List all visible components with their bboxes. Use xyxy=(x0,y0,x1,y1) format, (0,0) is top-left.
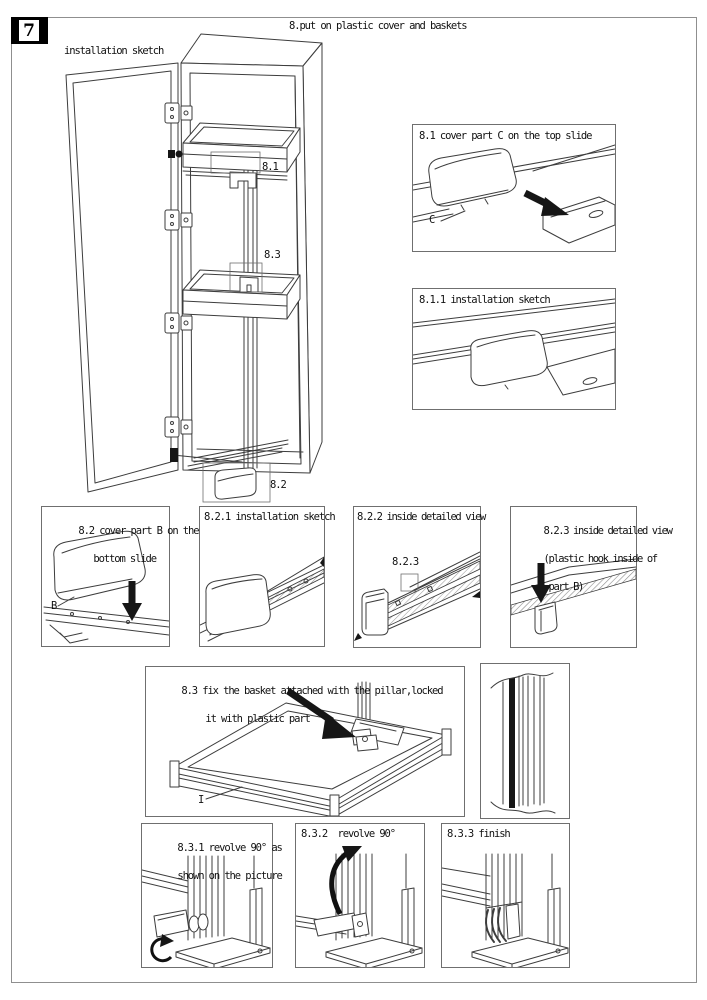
corner-post xyxy=(170,761,179,787)
cabinet-door xyxy=(66,63,178,492)
finish-drawing xyxy=(442,824,569,967)
revolve-step2-drawing xyxy=(296,824,424,967)
part-label-i: I xyxy=(198,794,204,806)
pillar-detail-drawing xyxy=(481,664,569,818)
hinge-cylinder xyxy=(189,914,208,932)
callout-label-8-2-3: 8.2.3 xyxy=(392,556,419,568)
arrow-down-right-icon xyxy=(525,193,569,216)
door-latch xyxy=(170,448,178,462)
cover-b-installed xyxy=(215,468,256,499)
door-knob xyxy=(168,150,175,158)
slide-plate xyxy=(547,349,615,395)
panel-title: 8.2.3 inside detailed view (plastic hook inside of part B) xyxy=(543,525,672,593)
panel-title: 8.3.2 revolve 90° xyxy=(301,828,395,840)
panel-title: 8.2.2 inside detailed view xyxy=(357,511,485,523)
callout-rect-8-2-3 xyxy=(401,574,418,591)
cabinet-top-face xyxy=(181,34,322,66)
cabinet-drawing xyxy=(40,28,390,510)
page-number: 7 xyxy=(19,20,39,41)
panel-8-3-1-revolve xyxy=(141,823,282,968)
panel-title: 8.1.1 installation sketch xyxy=(419,294,550,306)
cover-c-drawing xyxy=(413,125,615,251)
panel-title: 8.2.1 installation sketch xyxy=(204,511,335,523)
panel-8-3-fix-basket xyxy=(145,666,465,817)
panel-8-2-2-inside-view xyxy=(353,506,485,648)
part-label-c: C xyxy=(429,214,435,226)
panel-title: 8.3 fix the basket attached with the pillar,locked it with plastic part xyxy=(181,685,443,725)
part-label-b: B xyxy=(51,600,57,612)
panel-8-2-1-installation-sketch xyxy=(199,506,335,647)
callout-label-8-1: 8.1 xyxy=(262,161,278,173)
panel-pillar-detail xyxy=(480,663,570,819)
callout-label-8-3: 8.3 xyxy=(264,249,280,261)
panel-title: 8.1 cover part C on the top slide xyxy=(419,130,592,142)
corner-post xyxy=(330,795,339,816)
pillar-dark-strip xyxy=(509,678,515,808)
cover-b-installed-drawing xyxy=(200,507,324,646)
panel-8-3-2-revolve xyxy=(295,823,425,968)
corner-post xyxy=(442,729,451,755)
panel-8-1-1-installation-sketch xyxy=(412,288,616,410)
main-installation-sketch xyxy=(40,28,390,510)
panel-8-1-cover-part-c xyxy=(412,124,616,252)
rotate-arrow-icon xyxy=(152,934,174,961)
cover-c-installed-drawing xyxy=(413,289,615,409)
cover-part-b-installed xyxy=(206,575,270,635)
callout-label-8-2: 8.2 xyxy=(270,479,286,491)
page-header-title: 8.put on plastic cover and baskets xyxy=(289,20,467,32)
page-number-badge xyxy=(11,17,48,44)
panel-title: 8.3.1 revolve 90° as shown on the picture xyxy=(177,842,282,882)
panel-8-2-3-inside-hook xyxy=(510,506,672,648)
basket-rails xyxy=(442,868,490,906)
lock-flap-flat xyxy=(314,913,358,936)
panel-title: 8.2 cover part B on the bottom slide xyxy=(78,525,199,565)
panel-8-2-cover-part-b xyxy=(41,506,199,647)
inside-detail-drawing xyxy=(354,507,480,647)
main-sketch-label: installation sketch xyxy=(64,45,164,57)
lock-body xyxy=(352,913,369,937)
panel-title: 8.3.3 finish xyxy=(447,828,510,840)
panel-8-3-3-finish xyxy=(441,823,570,968)
